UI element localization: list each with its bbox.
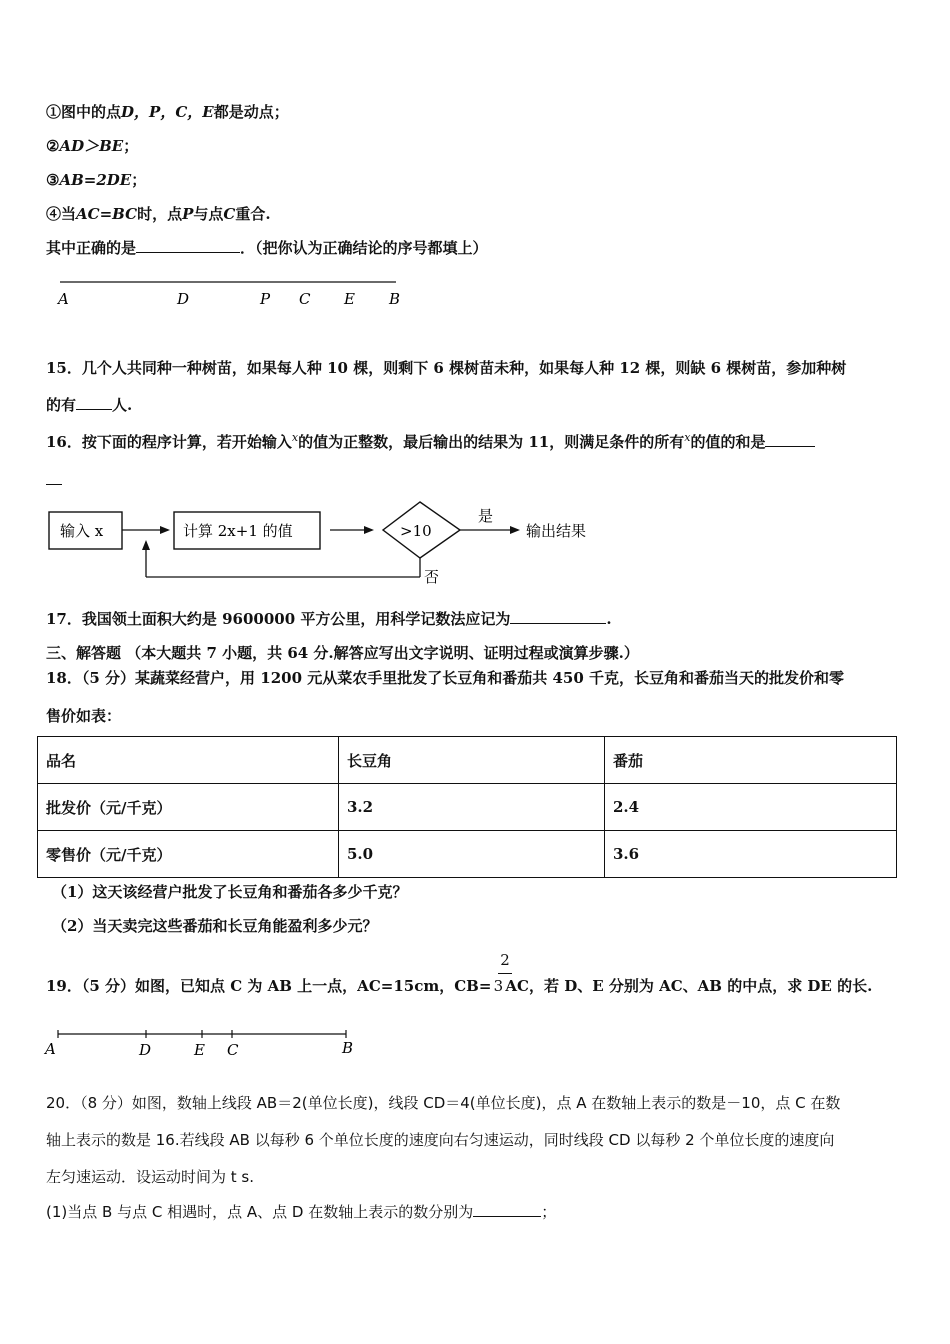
table-row — [38, 831, 897, 878]
point-label-a: A — [58, 290, 69, 308]
flow-compute-label: 计算 2x+1 的值 — [183, 522, 293, 540]
q16-flowchart — [40, 498, 620, 588]
q18-sub-question-2: （2）当天卖完这些番茄和长豆角能盈利多少元？ — [52, 917, 378, 935]
q18-price-table — [37, 736, 897, 878]
table-header-cell: 番茄 — [605, 737, 897, 784]
q14-statement-1: ①图中的点D，P，C，E都是动点； — [46, 103, 289, 121]
q19-text: 19．（5 分）如图，已知点 C 为 AB 上一点，AC=15cm，CB= 3 AC，若 D、E 分别为 AC、AB 的中点，求 DE 的长. — [46, 977, 873, 995]
q14-question: 其中正确的是 ．（把你认为正确结论的序号都填上） — [46, 239, 488, 257]
flow-input-label: 输入 x — [60, 522, 104, 540]
q16-line-1: 16．按下面的程序计算，若开始输入$^x$的值为正整数，最后输出的结果为 11，则满足条件的所有$^x$的值的和是 — [46, 428, 815, 452]
q19-fraction-denominator: 3 — [493, 977, 504, 995]
flow-condition-label: >10 — [400, 522, 432, 540]
table-row — [38, 784, 897, 831]
point-label-e: E — [194, 1041, 205, 1059]
table-cell: 零售价（元/千克） — [38, 831, 339, 878]
table-cell: 3.6 — [605, 831, 897, 878]
point-label-b: B — [342, 1039, 354, 1057]
q15-line-1: 15．几个人共同种一种树苗，如果每人种 10 棵，则剩下 6 棵树苗未种，如果每人种 12 棵，则缺 6 棵树苗，参加种树 — [46, 359, 847, 377]
q17-answer-blank[interactable] — [510, 609, 606, 624]
point-label-c: C — [299, 290, 311, 308]
q14-answer-blank[interactable] — [136, 238, 240, 253]
q14-statement-3: ③AB=2DE； — [46, 171, 147, 189]
q19-segment-diagram — [40, 1026, 370, 1062]
q16-answer-blank[interactable] — [765, 432, 815, 447]
q14-statement-2: ②AD＞BE； — [46, 137, 139, 155]
flow-no-label: 否 — [424, 568, 440, 586]
point-label-e: E — [344, 290, 355, 308]
q18-line-2: 售价如表： — [46, 707, 122, 725]
section-3-heading: 三、解答题 （本大题共 7 小题，共 64 分.解答应写出文字说明、证明过程或演算步骤.） — [46, 644, 639, 662]
table-cell: 批发价（元/千克） — [38, 784, 339, 831]
point-label-c: C — [227, 1041, 239, 1059]
q18-sub-question-1: （1）这天该经营户批发了长豆角和番茄各多少千克？ — [52, 883, 408, 901]
q16-blank-continuation — [46, 470, 62, 490]
flow-output-label: 输出结果 — [526, 522, 587, 540]
table-cell: 5.0 — [339, 831, 605, 878]
point-label-p: P — [260, 290, 271, 308]
point-label-d: D — [139, 1041, 152, 1059]
table-cell: 3.2 — [339, 784, 605, 831]
q14-statement-4: ④当AC=BC时，点P与点C重合. — [46, 205, 271, 223]
flow-yes-label: 是 — [478, 507, 494, 525]
q19-fraction-numerator: 2 — [500, 951, 510, 969]
table-header-cell: 品名 — [38, 737, 339, 784]
q19-fraction-bar — [498, 973, 512, 974]
q18-line-1: 18．（5 分）某蔬菜经营户，用 1200 元从菜农手里批发了长豆角和番茄共 450 千克，长豆角和番茄当天的批发价和零 — [46, 669, 844, 687]
table-cell: 2.4 — [605, 784, 897, 831]
q17-text: 17．我国领土面积大约是 9600000 平方公里，用科学记数法应记为 . — [46, 610, 612, 628]
q20-line-2: 轴上表示的数是 16.若线段 AB 以每秒 6 个单位长度的速度向右匀速运动，同时线段 CD 以每秒 2 个单位长度的速度向 — [46, 1131, 835, 1149]
q20-answer-blank[interactable] — [473, 1202, 541, 1217]
q14-segment-diagram — [40, 272, 420, 314]
q15-answer-blank[interactable] — [76, 395, 112, 410]
table-header-row — [38, 737, 897, 784]
q20-line-1: 20．（8 分）如图，数轴上线段 AB＝2(单位长度)，线段 CD＝4(单位长度)，点 A 在数轴上表示的数是－10，点 C 在数 — [46, 1094, 841, 1112]
point-label-a: A — [45, 1040, 56, 1058]
q15-line-2: 的有 人. — [46, 396, 133, 414]
table-header-cell: 长豆角 — [339, 737, 605, 784]
point-label-d: D — [177, 290, 190, 308]
q20-line-3: 左匀速运动．设运动时间为 t s. — [46, 1168, 255, 1186]
q20-sub-question-1: (1)当点 B 与点 C 相遇时，点 A、点 D 在数轴上表示的数分别为 ； — [46, 1203, 557, 1221]
point-label-b: B — [389, 290, 401, 308]
